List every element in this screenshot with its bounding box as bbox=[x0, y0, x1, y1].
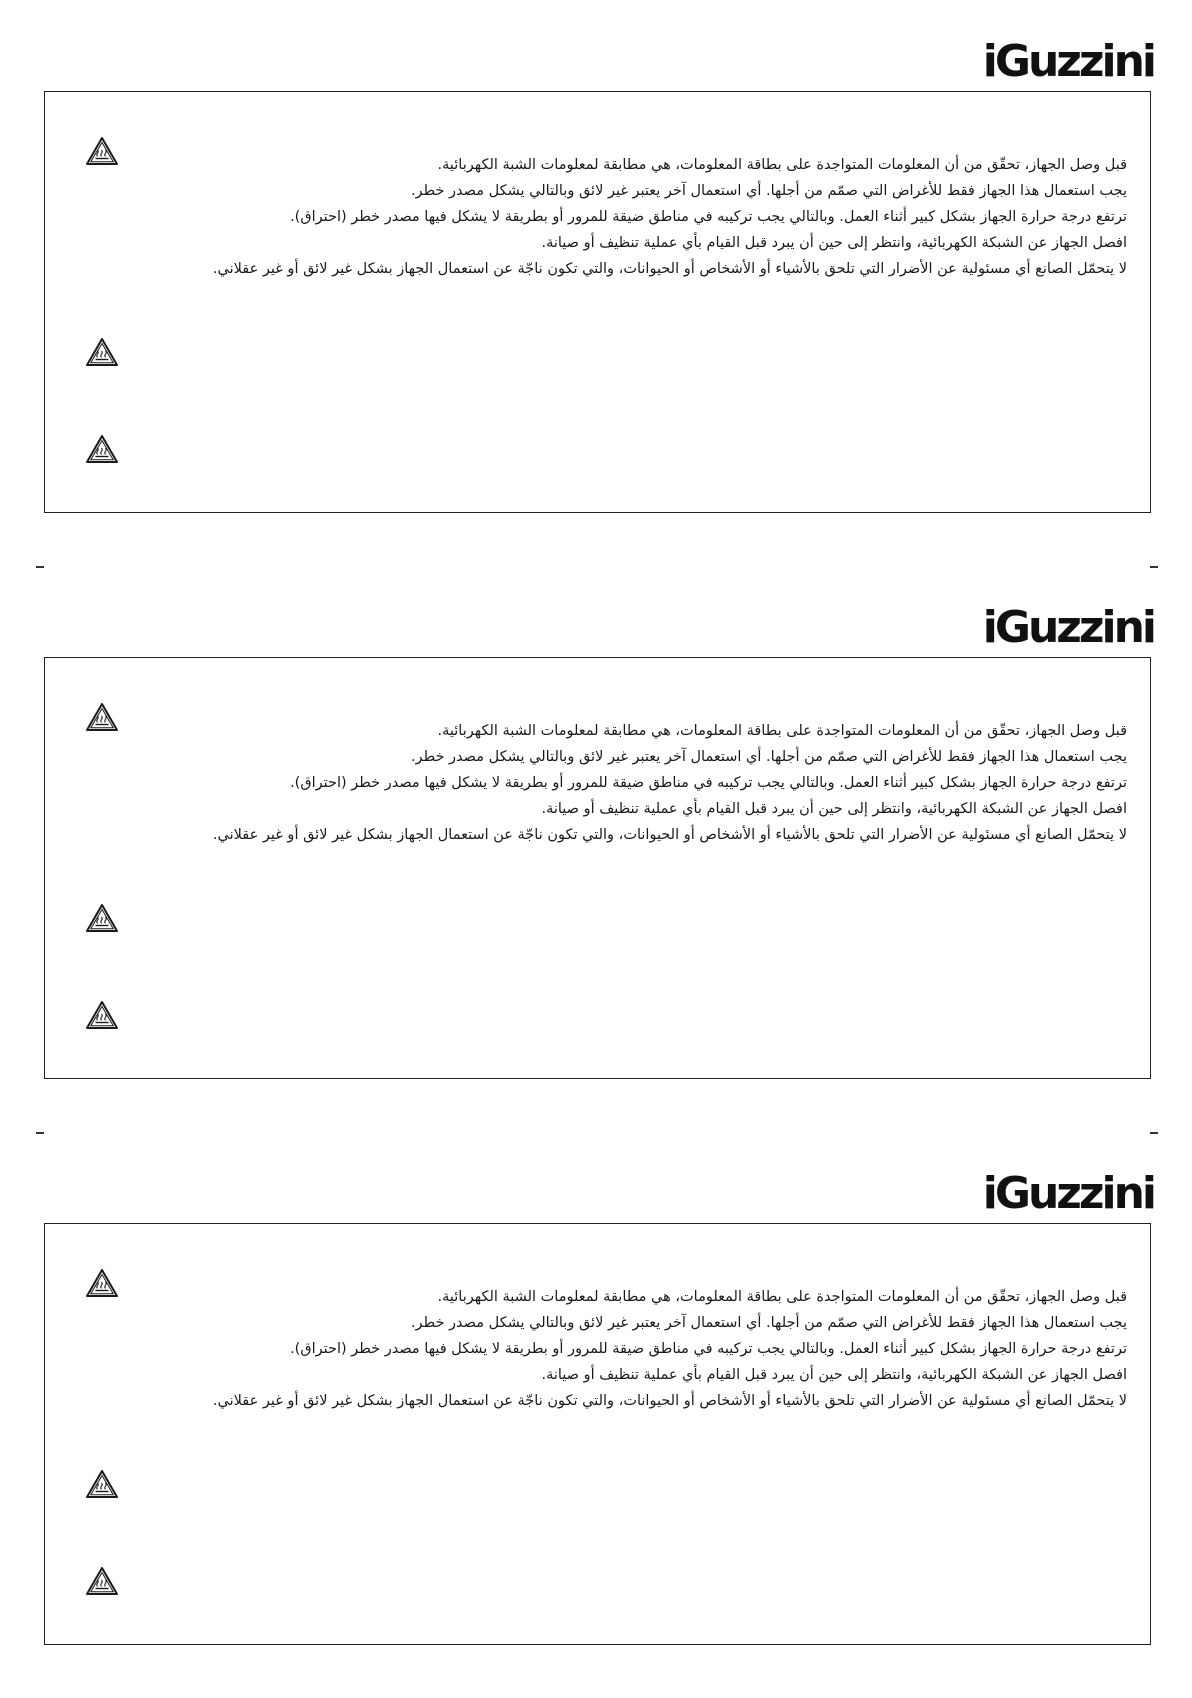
cut-mark bbox=[1150, 566, 1158, 568]
notice-line: ترتفع درجة حرارة الجهاز بشكل كبير أثناء العمل. وبالتالي يجب تركيبه في مناطق ضيقة للمرور أو بطريقة لا يشكل فيها مصدر خطر (احتراق). bbox=[290, 775, 1127, 791]
notice-line: قبل وصل الجهاز، تحقّق من أن المعلومات المتواجدة على بطاقة المعلومات، هي مطابقة لمعلومات الشبة الكهربائية. bbox=[437, 1289, 1127, 1305]
notice-line: افصل الجهاز عن الشبكة الكهربائية، وانتظر إلى حين أن يبرد قبل القيام بأي عملية تنظيف أو صيانة. bbox=[541, 1367, 1127, 1383]
notice-line: لا يتحمّل الصانع أي مسئولية عن الأضرار التي تلحق بالأشياء أو الأشخاص أو الحيوانات، والتي تكون ناجّة عن استعمال الجهاز بشكل غير لائق أو غير عقلاني. bbox=[212, 1393, 1127, 1409]
notice-line: قبل وصل الجهاز، تحقّق من أن المعلومات المتواجدة على بطاقة المعلومات، هي مطابقة لمعلومات الشبة الكهربائية. bbox=[437, 723, 1127, 739]
hot-surface-warning-icon bbox=[85, 136, 119, 166]
safety-text bbox=[117, 1284, 1127, 1414]
safety-notice-box bbox=[44, 657, 1151, 1079]
safety-text bbox=[117, 718, 1127, 848]
hot-surface-warning-icon bbox=[85, 1566, 119, 1596]
safety-text bbox=[117, 152, 1127, 282]
notice-line: ترتفع درجة حرارة الجهاز بشكل كبير أثناء العمل. وبالتالي يجب تركيبه في مناطق ضيقة للمرور أو بطريقة لا يشكل فيها مصدر خطر (احتراق). bbox=[290, 1341, 1127, 1357]
hot-surface-warning-icon bbox=[85, 903, 119, 933]
notice-line: افصل الجهاز عن الشبكة الكهربائية، وانتظر إلى حين أن يبرد قبل القيام بأي عملية تنظيف أو صيانة. bbox=[541, 801, 1127, 817]
notice-line: لا يتحمّل الصانع أي مسئولية عن الأضرار التي تلحق بالأشياء أو الأشخاص أو الحيوانات، والتي تكون ناجّة عن استعمال الجهاز بشكل غير لائق أو غير عقلاني. bbox=[212, 261, 1127, 277]
brand-logo: iGuzzini bbox=[982, 1168, 1154, 1219]
label-3 bbox=[0, 1132, 1192, 1698]
notice-line: يجب استعمال هذا الجهاز فقط للأغراض التي صمّم من أجلها. أي استعمال آخر يعتبر غير لائق وبالتالي يشكل مصدر خطر. bbox=[410, 749, 1127, 765]
hot-surface-warning-icon bbox=[85, 1268, 119, 1298]
safety-notice-box bbox=[44, 91, 1151, 513]
brand-logo: iGuzzini bbox=[982, 602, 1154, 653]
hot-surface-warning-icon bbox=[85, 1000, 119, 1030]
label-2 bbox=[0, 566, 1192, 1132]
notice-line: يجب استعمال هذا الجهاز فقط للأغراض التي صمّم من أجلها. أي استعمال آخر يعتبر غير لائق وبالتالي يشكل مصدر خطر. bbox=[410, 183, 1127, 199]
notice-line: ترتفع درجة حرارة الجهاز بشكل كبير أثناء العمل. وبالتالي يجب تركيبه في مناطق ضيقة للمرور أو بطريقة لا يشكل فيها مصدر خطر (احتراق). bbox=[290, 209, 1127, 225]
notice-line: قبل وصل الجهاز، تحقّق من أن المعلومات المتواجدة على بطاقة المعلومات، هي مطابقة لمعلومات الشبة الكهربائية. bbox=[437, 157, 1127, 173]
notice-line: لا يتحمّل الصانع أي مسئولية عن الأضرار التي تلحق بالأشياء أو الأشخاص أو الحيوانات، والتي تكون ناجّة عن استعمال الجهاز بشكل غير لائق أو غير عقلاني. bbox=[212, 827, 1127, 843]
hot-surface-warning-icon bbox=[85, 434, 119, 464]
notice-line: يجب استعمال هذا الجهاز فقط للأغراض التي صمّم من أجلها. أي استعمال آخر يعتبر غير لائق وبالتالي يشكل مصدر خطر. bbox=[410, 1315, 1127, 1331]
brand-logo: iGuzzini bbox=[982, 36, 1154, 87]
hot-surface-warning-icon bbox=[85, 702, 119, 732]
label-1 bbox=[0, 0, 1192, 566]
cut-mark bbox=[1150, 1132, 1158, 1134]
cut-mark bbox=[36, 566, 44, 568]
hot-surface-warning-icon bbox=[85, 1469, 119, 1499]
notice-line: افصل الجهاز عن الشبكة الكهربائية، وانتظر إلى حين أن يبرد قبل القيام بأي عملية تنظيف أو صيانة. bbox=[541, 235, 1127, 251]
hot-surface-warning-icon bbox=[85, 337, 119, 367]
safety-notice-box bbox=[44, 1223, 1151, 1645]
cut-mark bbox=[36, 1132, 44, 1134]
